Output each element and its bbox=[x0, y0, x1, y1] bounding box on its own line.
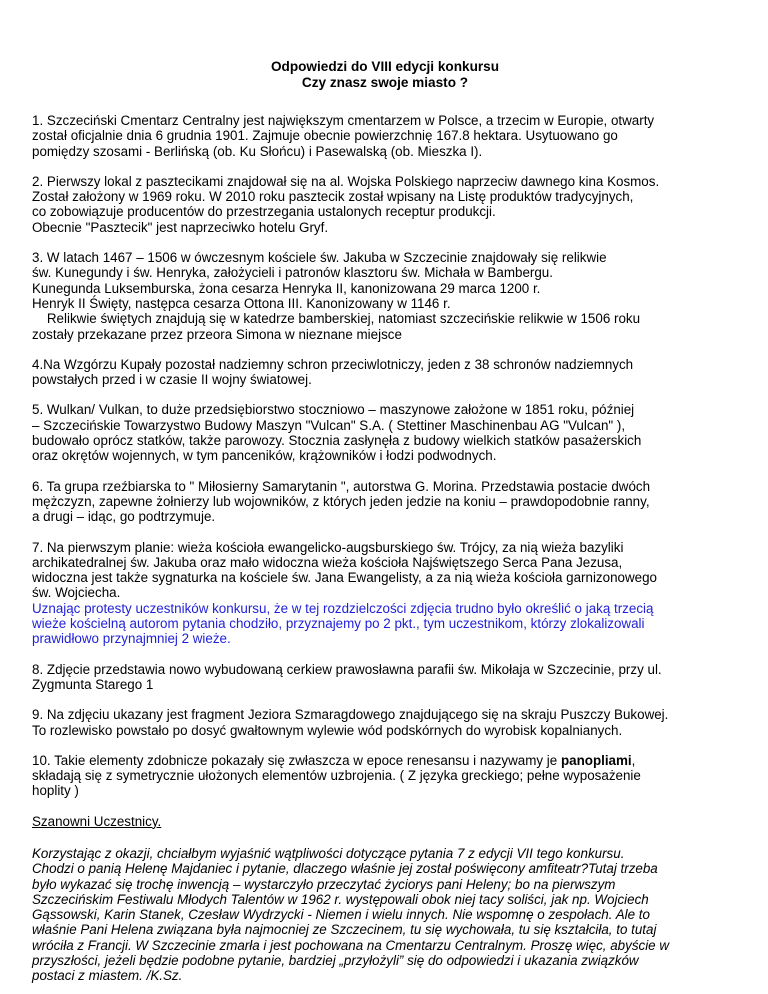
answer-line: św. Wojciecha. bbox=[32, 585, 121, 601]
answer-line: składają się z symetrycznie ułożonych elementów uzbrojenia. ( Z języka greckiego; pełne wyposażenie bbox=[32, 768, 641, 784]
answer-line: Zygmunta Starego 1 bbox=[32, 676, 154, 692]
answer-line: Kunegunda Luksemburska, żona cesarza Henryka II, kanonizowana 29 marca 1200 r. bbox=[32, 280, 541, 296]
bold-term: panopliami bbox=[560, 752, 632, 768]
answer-line: 7. Na pierwszym planie: wieża kościoła ewangelicko-augsburskiego św. Trójcy, za nią wieża bazyliki bbox=[32, 539, 624, 555]
answer-line: 9. Na zdjęciu ukazany jest fragment Jeziora Szmaragdowego znajdującego się na skraju Puszczy Bukowej. bbox=[32, 707, 669, 723]
answer-correction-line: wieże kościelną autorom pytania chodziło, przyznajemy po 2 pkt., tym uczestnikom, którzy zlokalizowali bbox=[32, 616, 645, 632]
note-line: przyszłości, jeżeli będzie podobne pytanie, bardziej „przyłożyli” się do odpowiedzi i ukazania związków bbox=[32, 953, 639, 969]
answer-line: 8. Zdjęcie przedstawia nowo wybudowaną cerkiew prawosławna parafii św. Mikołaja w Szczecinie, przy ul. bbox=[32, 661, 662, 677]
answer-line: co zobowiązuje producentów do przestrzegania ustalonych receptur produkcji. bbox=[32, 204, 496, 220]
answer-line: mężczyzn, zapewne żołnierzy lub wojowników, z których jeden jedzie na koniu – prawdopodobnie ranny, bbox=[32, 493, 650, 509]
answer-line: 5. Wulkan/ Vulkan, to duże przedsiębiorstwo stoczniowo – maszynowe założone w 1851 roku, później bbox=[32, 402, 635, 418]
note-line: wróciła z Francji. W Szczecinie zmarła i jest pochowana na Cmentarzu Centralnym. Proszę więc, abyście w bbox=[32, 937, 670, 953]
answer-3 bbox=[32, 250, 738, 342]
answer-line: 2. Pierwszy lokal z pasztecikami znajdował się na al. Wojska Polskiego naprzeciw dawnego kina Kosmos. bbox=[32, 173, 660, 189]
note-heading bbox=[32, 814, 738, 829]
answer-6 bbox=[32, 479, 738, 525]
note-line: Szczecińskim Festiwalu Młodych Talentów w 1962 r. występowali obok niej tacy soliści, jak np. Wojciech bbox=[32, 891, 649, 907]
answer-line: – Szczecińskie Towarzystwo Budowy Maszyn "Vulcan" S.A. ( Stettiner Maschinenbau AG "Vulcan" ), bbox=[32, 417, 626, 433]
answer-correction-line: Uznając protesty uczestników konkursu, że w tej rozdzielczości zdjęcia trudno było określić o jaką trzecią bbox=[32, 600, 654, 616]
answer-line: archikatedralnej św. Jakuba oraz mało widoczna wieża kościoła Najświętszego Serca Pana Jezusa, bbox=[32, 554, 623, 570]
answer-correction-line: prawidłowo przynajmniej 2 wieże. bbox=[32, 631, 231, 647]
answer-4 bbox=[32, 357, 738, 388]
answer-line: 4.Na Wzgórzu Kupały pozostał nadziemny schron przeciwlotniczy, jeden z 38 schronów nadziemnych bbox=[32, 356, 634, 372]
answer-line: budowało oprócz statków, także parowozy. Stocznia zasłynęła z budowy wielkich statków pasażerskich bbox=[32, 433, 642, 449]
answer-line: został oficjalnie dnia 6 grudnia 1901. Zajmuje obecnie powierzchnię 167.8 hektara. Usytuowano go bbox=[32, 128, 618, 144]
note-line: było wykazać się trochę inwencją – wystarczyło przeczytać życiorys pani Heleny; bo na pierwszym bbox=[32, 876, 616, 892]
answer-2 bbox=[32, 174, 738, 235]
note-line: Chodzi o panią Helenę Majdaniec i pytanie, dlaczego właśnie jej został poświęcony amfiteatr?Tutaj trzeba bbox=[32, 861, 658, 877]
title-line-1: Odpowiedzi do VIII edycji konkursu bbox=[270, 59, 500, 74]
answer-1 bbox=[32, 113, 738, 159]
answer-line: 6. Ta grupa rzeźbiarska to " Miłosierny Samarytanin ", autorstwa G. Morina. Przedstawia postacie dwóch bbox=[32, 478, 651, 494]
note-body bbox=[32, 846, 738, 984]
answer-line: św. Kunegundy i św. Henryka, założycieli i patronów klasztoru św. Michała w Bambergu. bbox=[32, 265, 553, 281]
answer-line: To rozlewisko powstało po dosyć gwałtownym wylewie wód podskórnych do wyrobisk kopalnianych. bbox=[32, 722, 623, 738]
answer-line bbox=[32, 753, 738, 768]
answer-line: pomiędzy szosami - Berlińską (ob. Ku Słońcu) i Pasewalską (ob. Mieszka I). bbox=[32, 143, 483, 159]
note-line: właśnie Pani Helena związana była najmocniej ze Szczecinem, tu się wychowała, tu się kształciła, to tutaj bbox=[32, 922, 657, 938]
answer-7 bbox=[32, 540, 738, 647]
note-line: postaci z miastem. /K.Sz. bbox=[32, 968, 183, 984]
answer-line: Został założony w 1969 roku. W 2010 roku pasztecik został wpisany na Listę produktów tradycyjnych, bbox=[32, 189, 634, 205]
answer-line: 1. Szczeciński Cmentarz Centralny jest największym cmentarzem w Polsce, a trzecim w Europie, otwarty bbox=[32, 113, 655, 128]
answer-8 bbox=[32, 662, 738, 693]
answer-line: Obecnie "Pasztecik" jest naprzeciwko hotelu Gryf. bbox=[32, 219, 329, 235]
note-line: Korzystając z okazji, chciałbym wyjaśnić wątpliwości dotyczące pytania 7 z edycji VII tego konkursu. bbox=[32, 845, 625, 861]
note-heading-text: Szanowni Uczestnicy. bbox=[32, 813, 162, 829]
answer-line: Henryk II Święty, następca cesarza Ottona III. Kanonizowany w 1146 r. bbox=[32, 295, 451, 311]
document-title bbox=[32, 59, 738, 91]
answer-line: hoplity ) bbox=[32, 783, 79, 799]
answer-10 bbox=[32, 753, 738, 799]
answer-9 bbox=[32, 707, 738, 738]
note-line: Gąssowski, Karin Stanek, Czesław Wydrzycki - Niemen i wielu innych. Nie wspomnę o zespołach. Ale to bbox=[32, 907, 650, 923]
answer-line: a drugi – idąc, go podtrzymuje. bbox=[32, 509, 216, 525]
title-line-2: Czy znasz swoje miasto ? bbox=[301, 75, 469, 90]
answer-text: 10. Takie elementy zdobnicze pokazały się zwłaszcza w epoce renesansu i nazywamy je bbox=[32, 752, 561, 768]
answer-line: zostały przekazane przez przeora Simona w nieznane miejsce bbox=[32, 326, 402, 342]
answer-line: Relikwie świętych znajdują się w katedrze bamberskiej, natomiast szczecińskie relikwie w 1506 roku bbox=[32, 311, 641, 327]
answer-line: widoczna jest także sygnaturka na kościele św. Jana Ewangelisty, a za nią wieża kościoła garnizonowego bbox=[32, 570, 657, 586]
answer-line: 3. W latach 1467 – 1506 w ówczesnym kościele św. Jakuba w Szczecinie znajdowały się relikwie bbox=[32, 250, 607, 266]
answer-text: , bbox=[631, 752, 636, 768]
answer-line: oraz okrętów wojennych, w tym panceników, krążowników i łodzi podwodnych. bbox=[32, 448, 497, 464]
answer-line: powstałych przed i w czasie II wojny światowej. bbox=[32, 372, 312, 388]
answer-5 bbox=[32, 402, 738, 463]
